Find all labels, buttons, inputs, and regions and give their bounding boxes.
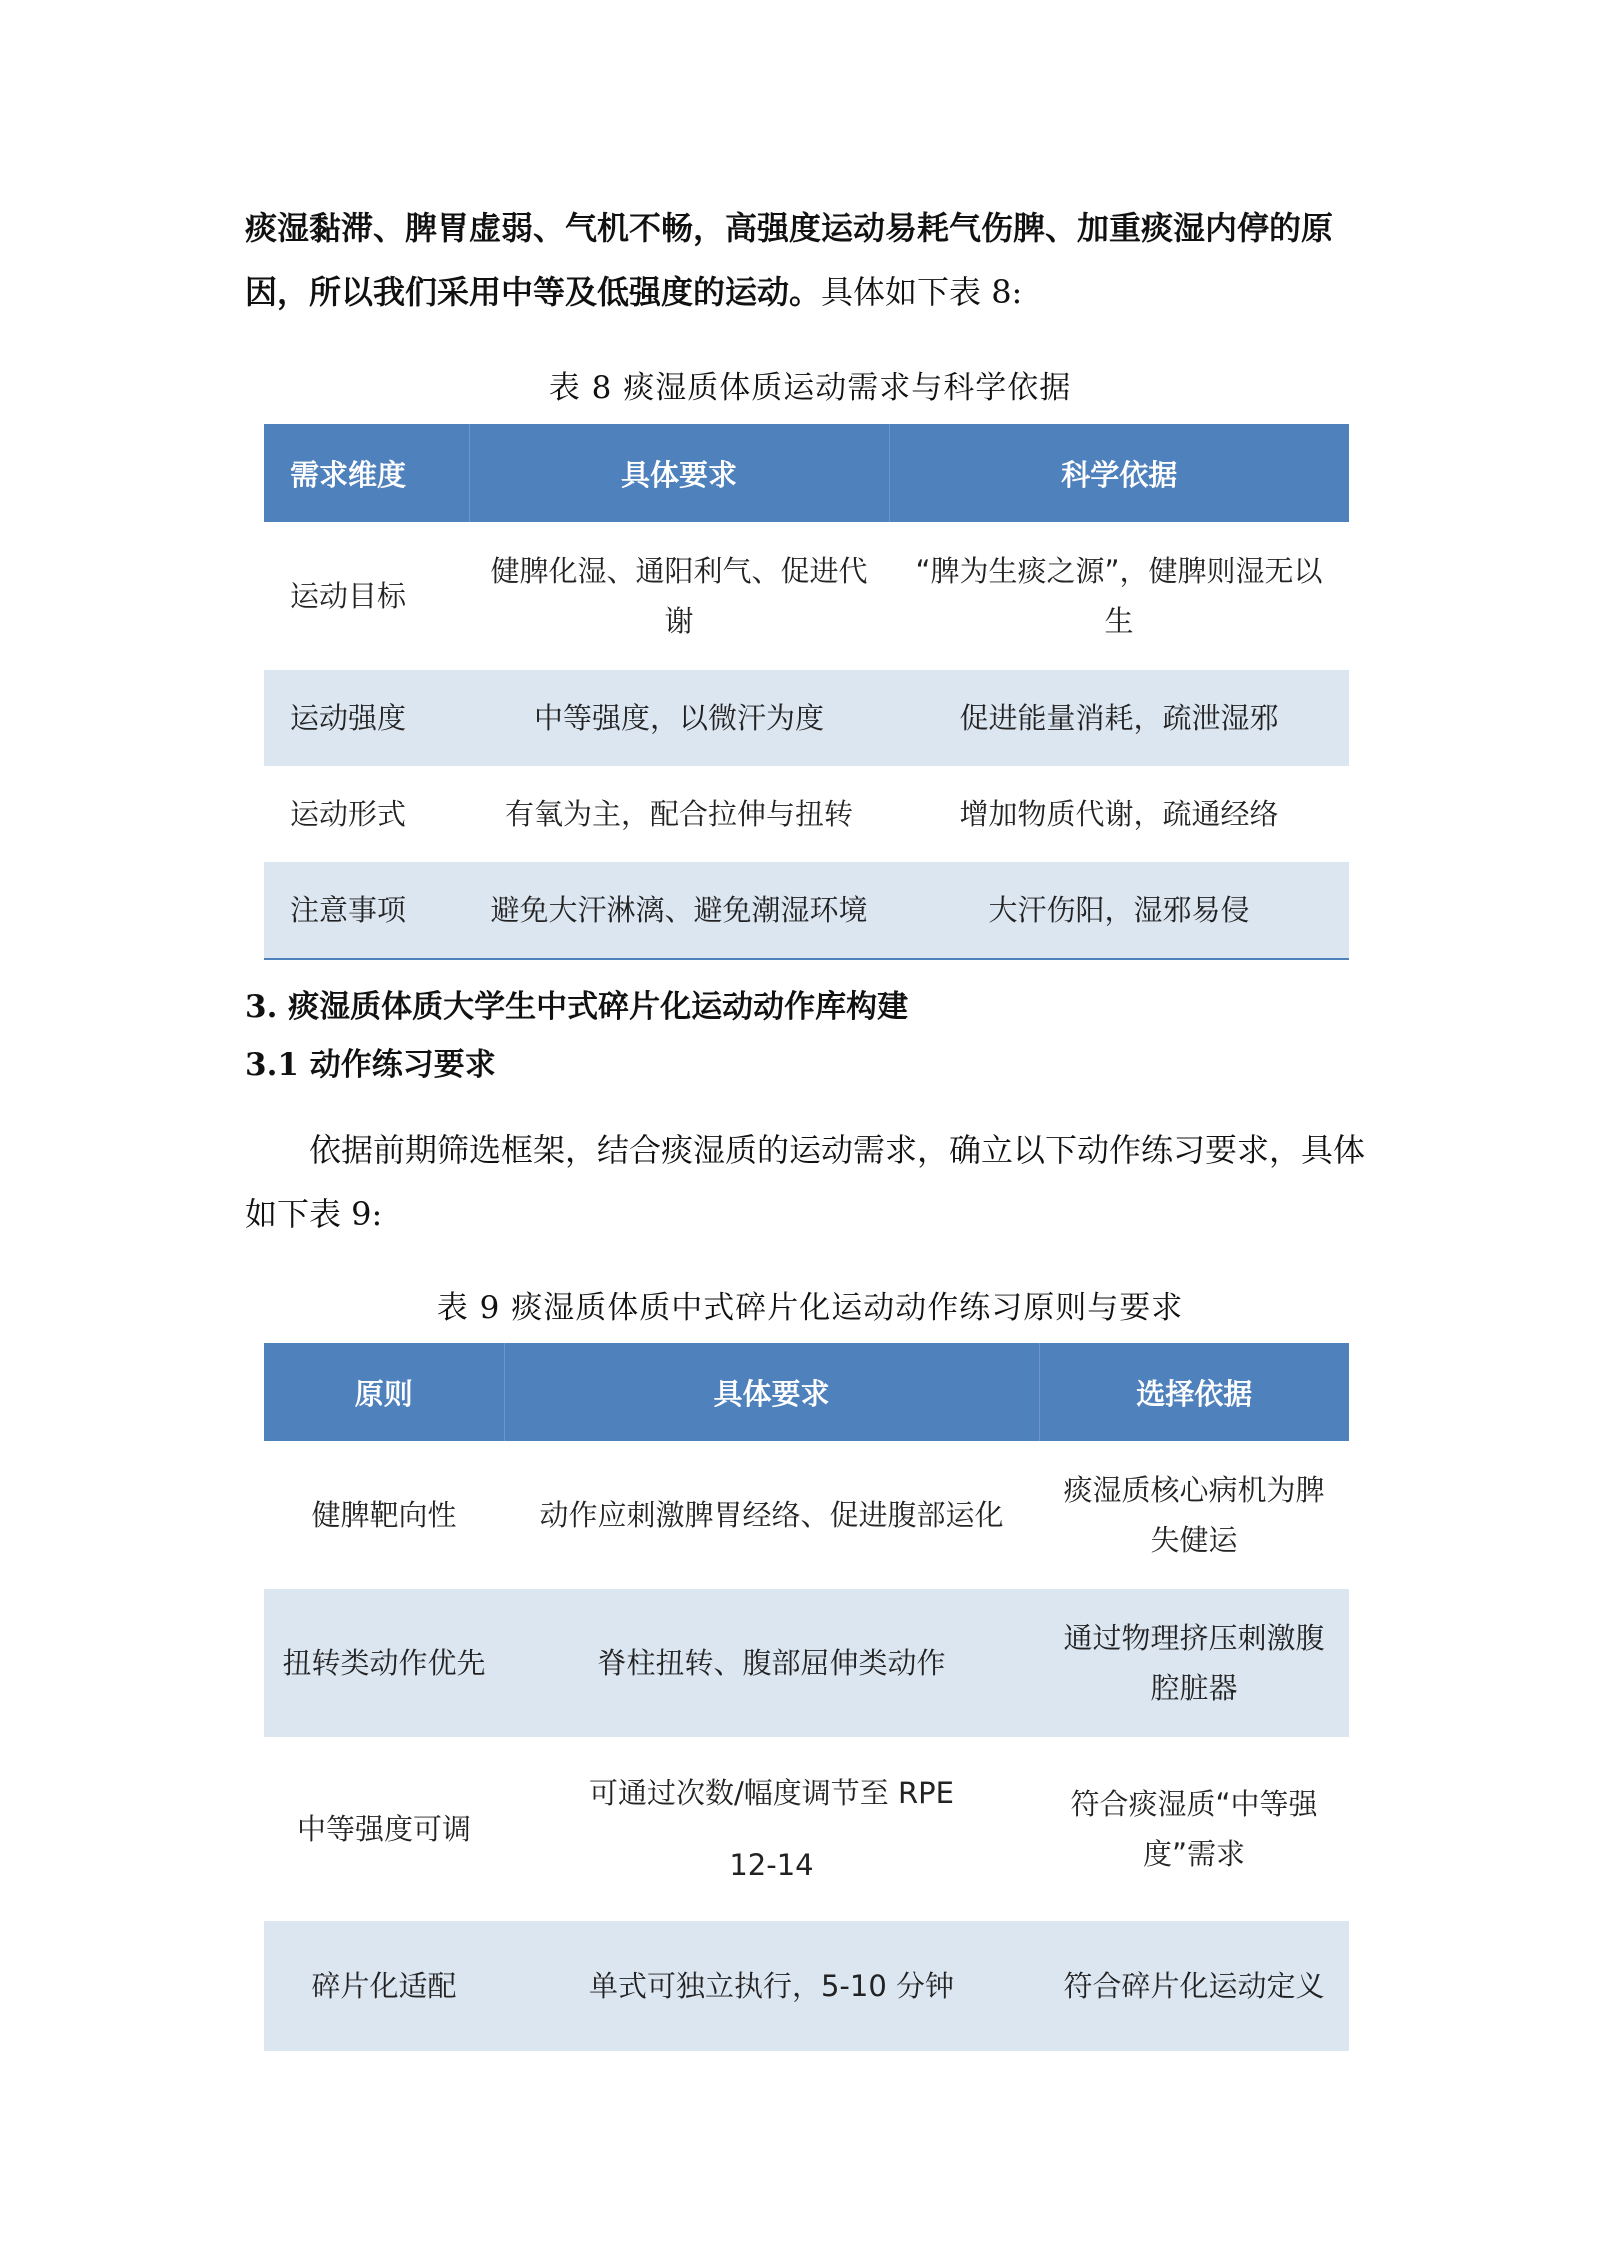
intro-bold-text: 痰湿黏滞、脾胃虚弱、气机不畅，高强度运动易耗气伤脾、加重痰湿内停的原因，所以我们采用中等及低强度的运动。 [245, 209, 1334, 311]
section-heading-3: 3. 痰湿质体质大学生中式碎片化运动动作库构建 [245, 989, 909, 1025]
table-cell: 脊柱扭转、腹部屈伸类动作 [504, 1589, 1039, 1737]
intro-paragraph [245, 196, 1375, 324]
table-cell: 有氧为主，配合拉伸与扭转 [504, 797, 853, 831]
table-row [264, 522, 1349, 670]
table-cell: 动作应刺激脾胃经络、促进腹部运化 [539, 1498, 1004, 1532]
table-cell [504, 1737, 1039, 1921]
table-cell: 痰湿质核心病机为脾失健运 [1063, 1473, 1325, 1557]
table-row [264, 766, 1349, 862]
table-cell: 中等强度，以微汗为度 [469, 670, 889, 766]
table-cell: 碎片化适配 [264, 1921, 504, 2051]
table-cell: 健脾化湿、通阳利气、促进代谢 [490, 554, 868, 638]
table-cell: 运动强度 [264, 670, 469, 766]
table-cell: 通过物理挤压刺激腹腔脏器 [1039, 1589, 1349, 1737]
table-cell: 运动形式 [290, 797, 407, 831]
body-paragraph: 依据前期筛选框架，结合痰湿质的运动需求，确立以下动作练习要求，具体如下表 9: [245, 1131, 1366, 1233]
table-cell: 健脾靶向性 [311, 1498, 457, 1532]
table-row [264, 1737, 1349, 1921]
table9 [264, 1343, 1349, 2051]
table8 [264, 424, 1349, 960]
table9-header-requirement: 具体要求 [504, 1343, 1039, 1441]
table9-header-basis: 选择依据 [1039, 1343, 1349, 1441]
table8-header-requirement: 具体要求 [469, 424, 889, 522]
table-cell: 符合痰湿质“中等强度”需求 [1070, 1787, 1318, 1871]
table8-header-dimension: 需求维度 [264, 424, 469, 522]
section-heading-3-1: 3.1 动作练习要求 [245, 1047, 496, 1083]
table-row [264, 1441, 1349, 1589]
table-row [264, 670, 1349, 766]
table-cell: 避免大汗淋漓、避免潮湿环境 [469, 862, 889, 959]
table-cell: 促进能量消耗，疏泄湿邪 [889, 670, 1349, 766]
table9-header-principle: 原则 [264, 1343, 504, 1441]
table-cell: 增加物质代谢，疏通经络 [959, 797, 1279, 831]
table8-header-row [264, 424, 1349, 522]
table-cell: 符合碎片化运动定义 [1039, 1921, 1349, 2051]
table9-caption: 表 9 痰湿质体质中式碎片化运动动作练习原则与要求 [436, 1290, 1184, 1326]
table-cell: 注意事项 [264, 862, 469, 959]
table9-header-row [264, 1343, 1349, 1441]
table-cell: 运动目标 [290, 579, 407, 613]
rpe-line-2: 12-14 [729, 1848, 814, 1882]
rpe-line-1: 可通过次数/幅度调节至 RPE [589, 1776, 954, 1810]
table-row [264, 1589, 1349, 1737]
table-cell: 中等强度可调 [296, 1812, 471, 1846]
table-cell: 扭转类动作优先 [264, 1589, 504, 1737]
table8-header-basis: 科学依据 [889, 424, 1349, 522]
table8-caption: 表 8 痰湿质体质运动需求与科学依据 [548, 370, 1072, 406]
table-cell: “脾为生痰之源”，健脾则湿无以生 [915, 554, 1323, 638]
table-row [264, 862, 1349, 959]
table-cell: 大汗伤阳，湿邪易侵 [889, 862, 1349, 959]
intro-normal-text: 具体如下表 8: [821, 273, 1023, 311]
table-cell: 单式可独立执行，5-10 分钟 [504, 1921, 1039, 2051]
table-row [264, 1921, 1349, 2051]
